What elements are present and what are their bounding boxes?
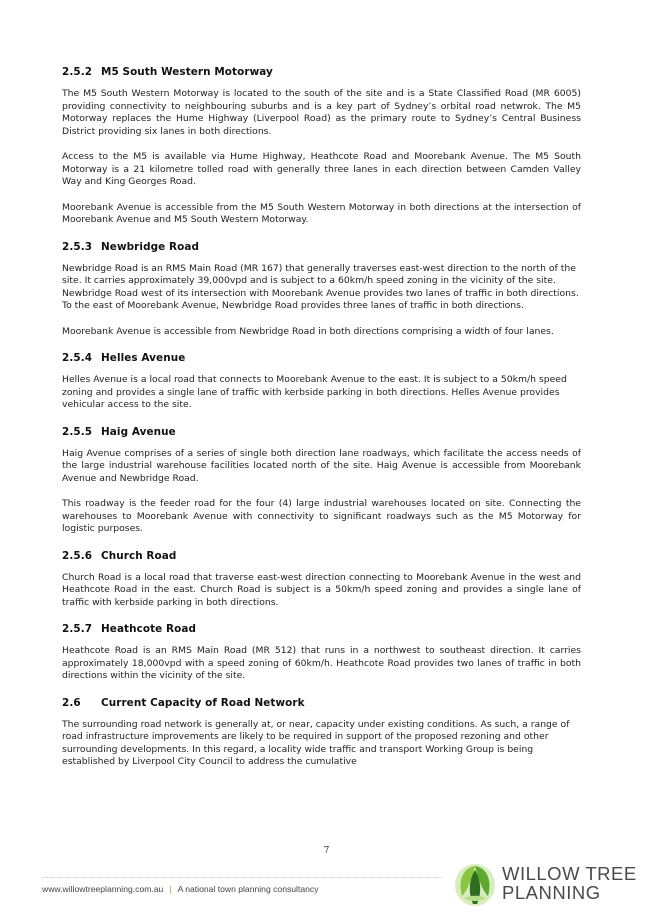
section-heading-capacity: 2.6 Current Capacity of Road Network <box>62 696 305 709</box>
footer-website-link[interactable]: www.willowtreeplanning.com.au <box>42 884 164 894</box>
paragraph: Helles Avenue is a local road that connects to Moorebank Avenue to the east. It is subject to a 50km/h speed zoning and provides a single lane of traffic with kerbside parking in both directions. Helles Avenue provides vehicular access to the site. <box>62 374 567 410</box>
tree-logo-icon <box>452 862 498 908</box>
paragraph: Heathcote Road is an RMS Main Road (MR 512) that runs in a northwest to southeast direction. It carries approximately 18,000vpd with a speed zoning of 60km/h. Heathcote Road provides two lanes of traffic in both directions within the vicinity of the site. <box>62 645 581 681</box>
logo-text-planning: PLANNING <box>502 882 601 903</box>
section-heading-newbridge: 2.5.3 Newbridge Road <box>62 240 199 253</box>
document-body <box>62 66 581 769</box>
company-logo <box>452 862 637 908</box>
paragraph: The M5 South Western Motorway is located to the south of the site and is a State Classified Road (MR 6005) providing connectivity to neighbouring suburbs and is a key part of Sydney’s orbital road netwrok. The M5 Motorway replaces the Hume Highway (Liverpool Road) as the primary route to Sydney’s Central Business District providing six lanes in both directions. <box>62 88 581 137</box>
section-heading-haig: 2.5.5 Haig Avenue <box>62 425 176 438</box>
footer <box>42 884 319 894</box>
footer-separator: | <box>169 884 172 894</box>
paragraph: Newbridge Road is an RMS Main Road (MR 167) that generally traverses east-west direction to the north of the site. It carries approximately 39,000vpd and is subject to a 60km/h speed zoning in the vicinity of the site. Newbridge Road west of its intersection with Moorebank Avenue provides two lanes of traffic in both directions. To the east of Moorebank Avenue, Newbridge Road provides three lanes of traffic in both directions. <box>62 262 579 311</box>
logo-text-willow-tree: WILLOW TREE <box>502 863 637 884</box>
paragraph: Access to the M5 is available via Hume Highway, Heathcote Road and Moorebank Avenue. The M5 South Motorway is a 21 kilometre tolled road with generally three lanes in each direction between Camden Valley Way and King Georges Road. <box>62 151 581 187</box>
section-heading-church: 2.5.6 Church Road <box>62 549 177 562</box>
paragraph: The surrounding road network is generally at, or near, capacity under existing conditions. As such, a range of road infrastructure improvements are likely to be required in support of the proposed rezoning and other surrounding developments. In this regard, a locality wide traffic and transport Working Group is being established by Liverpool City Council to address the cumulative <box>62 718 570 767</box>
section-heading-m5: 2.5.2 M5 South Western Motorway <box>62 66 273 78</box>
paragraph: Church Road is a local road that traverse east-west direction connecting to Moorebank Avenue in the west and Heathcote Road in the east. Church Road is subject is a 50km/h speed zoning and provides a single lane of traffic with kerbside parking in both directions. <box>62 571 581 608</box>
page-number: 7 <box>323 846 330 856</box>
paragraph: Haig Avenue comprises of a series of single both direction lane roadways, which facilitate the access needs of the large industrial warehouse facilities located north of the site. Haig Avenue is accessible from Moorebank Avenue and Newbridge Road. <box>62 447 581 484</box>
paragraph: This roadway is the feeder road for the four (4) large industrial warehouses located on site. Connecting the warehouses to Moorebank Avenue with connectivity to significant roadways such as the M5 Motorway for logistic purposes. <box>62 498 581 534</box>
paragraph: Moorebank Avenue is accessible from Newbridge Road in both directions comprising a width of four lanes. <box>62 325 554 337</box>
footer-divider <box>42 877 442 878</box>
section-heading-heathcote: 2.5.7 Heathcote Road <box>62 623 197 635</box>
section-heading-helles: 2.5.4 Helles Avenue <box>62 352 186 364</box>
paragraph: Moorebank Avenue is accessible from the M5 South Western Motorway in both directions at the intersection of Moorebank Avenue and M5 South Western Motorway. <box>62 201 581 225</box>
footer-tagline: A national town planning consultancy <box>177 884 319 894</box>
